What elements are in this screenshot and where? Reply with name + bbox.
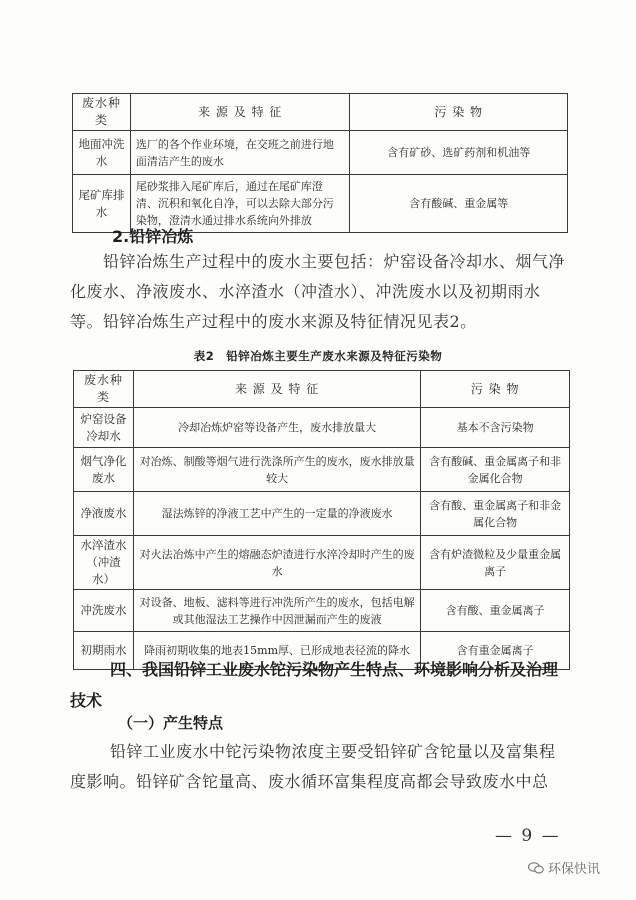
section-heading: 四、我国铅锌工业废水铊污染物产生特点、环境影响分析及治理技术 — [70, 660, 559, 710]
cell-source: 降雨初期收集的地表15mm厚、已形成地表径流的降水 — [133, 632, 420, 670]
table-header-cell: 废水种类 — [73, 94, 131, 131]
cell-pollutant: 含有酸、重金属离子 — [421, 590, 570, 632]
cell-pollutant: 含有酸碱、重金属离子和非金属化合物 — [421, 448, 570, 492]
cell-source: 湿法炼锌的净液工艺中产生的一定量的净液废水 — [133, 492, 420, 536]
cell-pollutant: 含有炉渣微粒及少量重金属离子 — [421, 536, 570, 590]
table-row — [74, 492, 570, 536]
cell-type: 初期雨水 — [74, 632, 134, 670]
watermark — [528, 858, 600, 877]
cell-type: 冲洗废水 — [74, 590, 134, 632]
cell-source: 尾砂浆排入尾矿库后，通过在尾矿库澄清、沉积和氧化自净，可以去除大部分污染物，澄清水通过排水系统向外排放 — [130, 175, 350, 233]
paragraph: 铅锌工业废水中铊污染物浓度主要受铅锌矿含铊量以及富集程度影响。铅锌矿含铊量高、废水循环富集程度高都会导致废水中总 — [70, 742, 556, 791]
cell-pollutant: 含有酸碱、重金属等 — [350, 175, 568, 233]
cell-pollutant: 基本不含污染物 — [421, 408, 570, 448]
cell-source: 对火法冶炼中产生的熔融态炉渣进行水淬冷却时产生的废水 — [133, 536, 420, 590]
table-header-cell: 污 染 物 — [421, 371, 570, 408]
cell-source: 选厂的各个作业环境，在交班之前进行地面清洁产生的废水 — [130, 131, 350, 175]
paragraph: 铅锌冶炼生产过程中的废水来源及特征情况见表2。 — [103, 312, 477, 331]
cell-pollutant: 含有重金属离子 — [421, 632, 570, 670]
page-number: — 9 — — [495, 826, 561, 846]
cell-type: 净液废水 — [74, 492, 134, 536]
table-row — [74, 590, 570, 632]
table-header-cell: 来 源 及 特 征 — [133, 371, 420, 408]
table-header-cell: 污 染 物 — [350, 94, 568, 131]
table-header-cell: 来 源 及 特 征 — [130, 94, 350, 131]
table-header-cell: 废水种类 — [74, 371, 134, 408]
table-caption: 表2 铅锌冶炼主要生产废水来源及特征污染物 — [193, 349, 443, 363]
table-mining-wastewater — [72, 93, 568, 233]
cell-type: 尾矿库排水 — [73, 175, 131, 233]
table-smelting-wastewater — [73, 370, 570, 670]
cell-pollutant: 含有矿砂、选矿药剂和机油等 — [350, 131, 568, 175]
table-row — [74, 408, 570, 448]
cell-type: 水淬渣水（冲渣水） — [74, 536, 134, 590]
cell-source: 对设备、地板、滤料等进行冲洗所产生的废水，包括电解或其他湿法工艺操作中因泄漏而产生的废液 — [133, 590, 420, 632]
cell-pollutant: 含有酸、重金属离子和非金属化合物 — [421, 492, 570, 536]
section-heading: 2.铅锌冶炼 — [112, 227, 194, 246]
table-row — [74, 536, 570, 590]
table-row — [74, 448, 570, 492]
watermark-text: 环保快讯 — [548, 862, 601, 877]
table-row — [73, 131, 568, 175]
wechat-icon — [528, 862, 544, 874]
subsection-heading: （一）产生特点 — [118, 714, 224, 732]
cell-source: 对冶炼、制酸等烟气进行洗涤所产生的废水，废水排放量较大 — [133, 448, 420, 492]
cell-type: 烟气净化废水 — [74, 448, 134, 492]
cell-source: 冷却冶炼炉窑等设备产生，废水排放量大 — [133, 408, 420, 448]
cell-type: 地面冲洗水 — [73, 131, 131, 175]
cell-type: 炉窑设备冷却水 — [74, 408, 134, 448]
paragraph: 铅锌冶炼生产过程中的废水主要包括：炉窑设备冷却水、烟气净化废水、净液废水、水淬渣水（冲渣水）、冲洗废水以及初期雨水等。 — [70, 252, 566, 331]
